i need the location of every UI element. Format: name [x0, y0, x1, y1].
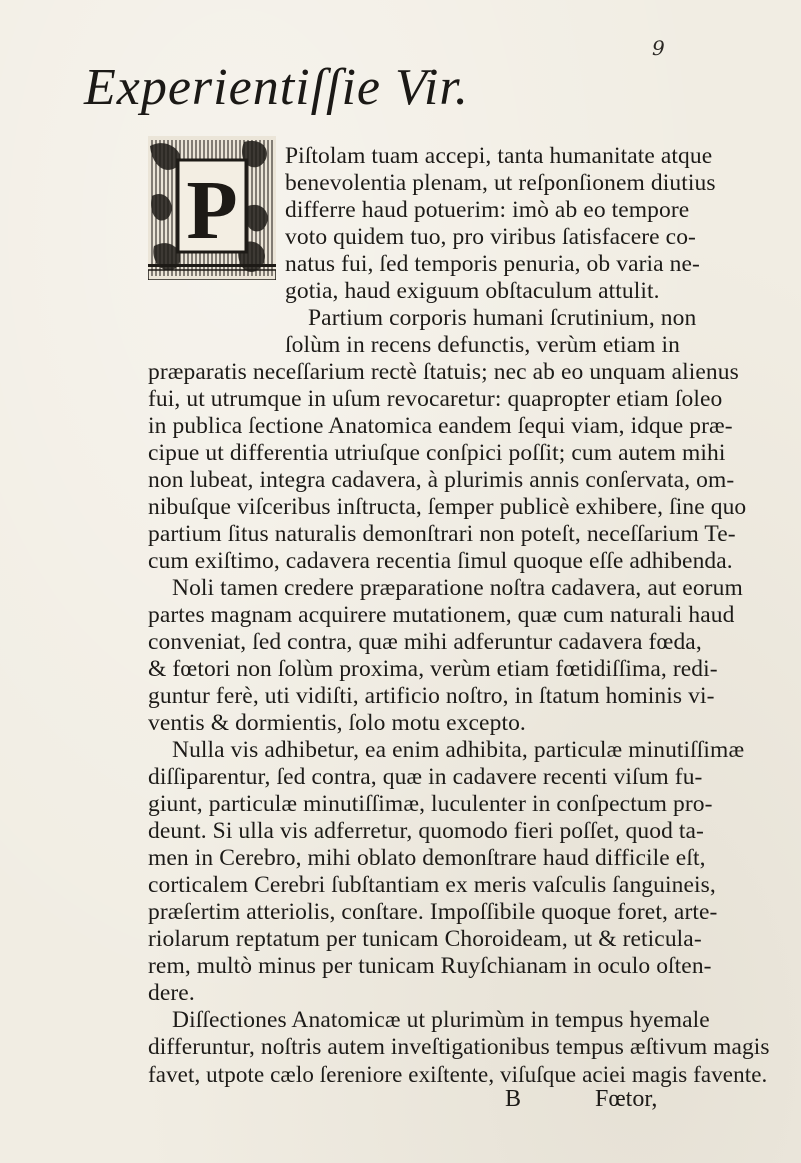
text-line: voto quidem tuo, pro viribus ſatisfacere co- [285, 224, 696, 250]
text-line: corticalem Cerebri ſubſtantiam ex meris vaſculis ſanguineis, [148, 872, 716, 898]
text-line: dere. [148, 980, 195, 1006]
text-line: deunt. Si ulla vis adferretur, quomodo fieri poſſet, quod ta- [148, 818, 704, 844]
text-line: ventis & dormientis, ſolo motu excepto. [148, 710, 526, 736]
text-line: & fœtori non ſolùm proxima, verùm etiam fœtidiſſima, redi- [148, 656, 718, 682]
text-line: nibuſque viſceribus inſtructa, ſemper publicè exhibere, ſine quo [148, 494, 747, 520]
page-number: 9 [652, 36, 665, 60]
catchword: Fœtor, [595, 1086, 658, 1112]
text-line: ſolùm in recens defunctis, verùm etiam in [285, 332, 681, 358]
text-line: differre haud potuerim: imò ab eo tempore [285, 197, 690, 223]
text-line: Partium corporis humani ſcrutinium, non [308, 305, 697, 331]
text-line: gotia, haud exiguum obſtaculum attulit. [285, 278, 660, 304]
running-title: Experientiſſie Vir. [84, 59, 469, 116]
text-line: Piſtolam tuam accepi, tanta humanitate atque [285, 143, 713, 169]
text-line: rem, multò minus per tunicam Ruyſchianam in oculo oſten- [148, 953, 712, 979]
text-line: benevolentia plenam, ut reſponſionem diutius [285, 170, 716, 196]
text-line: partes magnam acquirere mutationem, quæ cum naturali haud [148, 602, 735, 628]
text-line: cum exiſtimo, cadavera recentia ſimul quoque eſſe adhibenda. [148, 548, 733, 574]
text-line: Nulla vis adhibetur, ea enim adhibita, particulæ minutiſſimæ [172, 737, 745, 763]
text-line: natus fui, ſed temporis penuria, ob varia ne- [285, 251, 700, 277]
text-line: giunt, particulæ minutiſſimæ, luculenter in conſpectum pro- [148, 791, 713, 817]
initial-letter: P [186, 164, 238, 257]
text-line: fui, ut utrumque in uſum revocaretur: quapropter etiam ſoleo [148, 386, 723, 412]
text-line: non lubeat, integra cadavera, à plurimis annis conſervata, om- [148, 467, 735, 493]
text-line: men in Cerebro, mihi oblato demonſtrare haud difficile eſt, [148, 845, 706, 871]
text-line: guntur ferè, uti vidiſti, artificio noſtro, in ſtatum hominis vi- [148, 683, 715, 709]
text-line: partium ſitus naturalis demonſtrari non poteſt, neceſſarium Te- [148, 521, 736, 547]
text-line: Noli tamen credere præparatione noſtra cadavera, aut eorum [172, 575, 743, 601]
text-line: favet, utpote cælo ſereniore exiſtente, viſuſque aciei magis favente. [148, 1062, 768, 1087]
text-line: Diſſectiones Anatomicæ ut plurimùm in tempus hyemale [172, 1007, 710, 1033]
text-line: in publica ſectione Anatomica eandem ſequi viam, idque præ- [148, 413, 733, 439]
text-line: præparatis neceſſarium rectè ſtatuis; nec ab eo unquam alienus [148, 359, 739, 385]
text-line: riolarum reptatum per tunicam Choroideam, ut & reticula- [148, 926, 702, 952]
text-line: differuntur, noſtris autem inveſtigationibus tempus æſtivum magis [148, 1034, 770, 1060]
text-line: præſertim atteriolis, conſtare. Impoſſibile quoque foret, arte- [148, 899, 718, 925]
text-line: diſſiparentur, ſed contra, quæ in cadavere recenti viſum fu- [148, 764, 703, 790]
text-line: cipue ut differentia utriuſque conſpici poſſit; cum autem mihi [148, 440, 726, 466]
text-line: conveniat, ſed contra, quæ mihi adferuntur cadavera fœda, [148, 629, 702, 655]
signature-mark: B [505, 1086, 522, 1112]
